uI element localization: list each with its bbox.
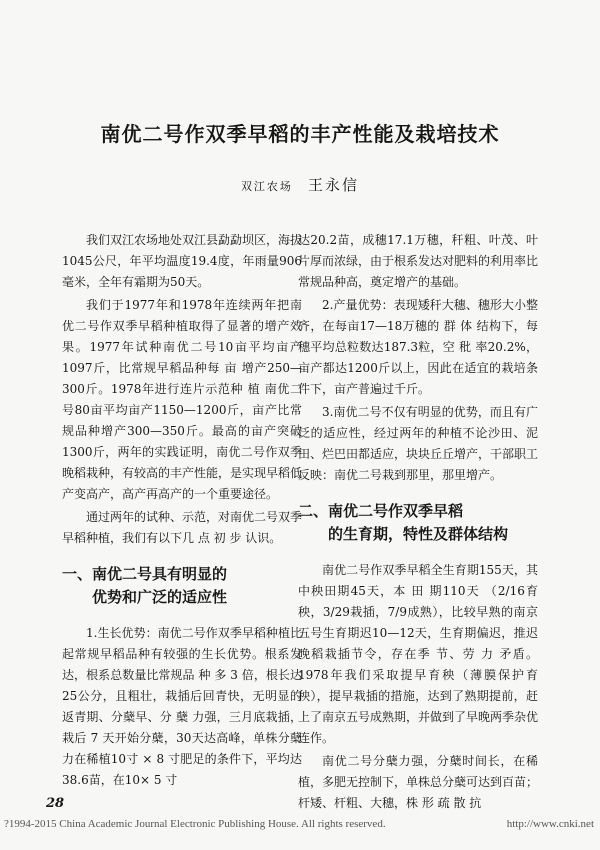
left-column bbox=[62, 230, 302, 791]
paragraph-tillering: 南优二号分蘖力强，分蘖时间长，在稀植，多肥无控制下，单株总分蘖可达到百苗；杆矮、杆粗、大穗，株 形 疏 散 抗 bbox=[298, 754, 539, 810]
paragraph-trial: 我们于1977年和1978年连续两年把南优二号作双季早稻种植取得了显著的增产效果。1977年试种南优二号10亩平均亩产1097斤，比常规早稻品种每 亩 增产250—300斤。1978年进行连片示范种 植 南优二号80亩平均亩产1150—1200斤，亩产比常规品种增产300—350斤。最高的亩产突破1300斤，两年的实践证明，南优二号作双季晚稻栽种，有较高的丰产性能，是实现早稻低产变高产，高产再高产的一个重要途径。 bbox=[62, 298, 303, 501]
paragraph-growth-period: 南优二号作双季早稻全生育期155天，其中秧田期45天，本 田 期110天 （2/16育秧，3/29栽插，7/9成熟），比较早熟的南京五号生育期迟10—12天，生育期偏迟，推迟晚稻栽插节令，存在季 节、劳 力 矛盾。1978年我们采取提早育秧（薄膜保护育秧），提早栽插的措施，达到了熟期提前，赶上了南京五号成熟期，并做到了早晚两季杂优连作。 bbox=[298, 563, 539, 745]
paragraph-intro: 我们双江农场地处双江县勐勐坝区，海拔1045公尺，年平均温度19.4度，年雨量906毫米，全年有霜期为50天。 bbox=[62, 233, 303, 289]
author-org: 双江农场 bbox=[240, 180, 293, 193]
section-heading-1-line2: 优势和广泛的适应性 bbox=[92, 588, 228, 606]
paragraph-summary: 通过两年的试种、示范，对南优二号双季早稻种植，我们有以下几 点 初 步 认识。 bbox=[62, 510, 303, 545]
paragraph-yield-advantage: 2.产量优势：表现矮秆大穗、穗形大小整齐，在每亩17—18万穗的 群 体 结构下，每穗平均总粒数达187.3粒，空 秕 率20.2%，亩产都达1200斤以上，因此在适宜的栽培条件下，亩产普遍过千斤。 bbox=[298, 298, 538, 396]
section-heading-2-line1: 二、南优二号作双季早稻 bbox=[298, 502, 464, 520]
byline bbox=[0, 174, 600, 195]
footer-url[interactable]: http://www.cnki.net bbox=[506, 818, 594, 830]
article-title: 南优二号作双季早稻的丰产性能及栽培技术 bbox=[100, 122, 500, 146]
paragraph-growth-advantage: 1.生长优势：南优二号作双季早稻种植比起常规早稻品种有较强的生长优势。根系发达，根系总数量比常规品 种 多 3 倍，根长达25公分，且粗壮，栽插后回青快，无明显的返青期、分蘖早、分 蘖 力强，三月底栽插，栽后 7 天开始分蘖，30天达高峰，单株分蘖力在稀植10寸 × 8 寸肥足的条件下，平均达38.6苗，在10× 5 寸 bbox=[62, 626, 302, 787]
section-heading-2-line2: 的生育期，特性及群体结构 bbox=[328, 525, 509, 543]
section-heading-1-line1: 一、南优二号具有明显的 bbox=[62, 565, 228, 583]
paragraph-adaptability: 3.南优二号不仅有明显的优势，而且有广泛的适应性，经过两年的种植不论沙田、泥田、烂巴田都适应，块块丘丘增产，干部职工反映：南优二号栽到那里，那里增产。 bbox=[298, 405, 539, 482]
page-number: 28 bbox=[46, 796, 65, 811]
copyright-notice: ?1994-2015 China Academic Journal Electronic Publishing House. All rights reserved. bbox=[4, 818, 386, 830]
author-name: 王永信 bbox=[308, 176, 360, 194]
paragraph-continued: 达20.2苗，成穗17.1万穗，秆粗、叶茂、叶片厚而浓绿，由于根系发达对肥料的利用率比常规品种高，奠定增产的基础。 bbox=[298, 233, 539, 289]
right-column bbox=[298, 230, 538, 814]
